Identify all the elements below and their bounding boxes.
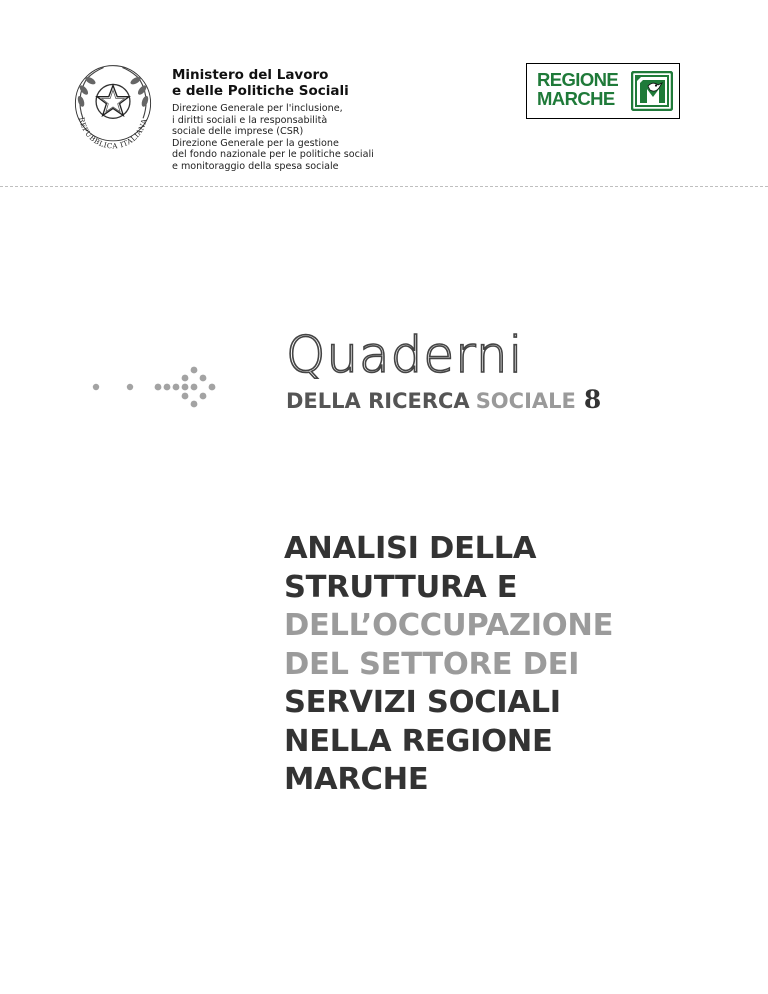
series-number: 8 [583,385,602,414]
header-divider [0,186,768,187]
direction-2-line-1: Direzione Generale per la gestione [172,137,339,149]
direction-2-line-2: del fondo nazionale per le politiche sociali [172,149,374,161]
title-line: SERVIZI SOCIALI [284,685,561,720]
direction-1-line-2: i diritti sociali e la responsabilità [172,114,328,126]
title-line: DEL SETTORE DEI [284,646,580,682]
italian-republic-emblem-icon [66,60,160,154]
title-line: MARCHE [284,762,429,797]
marche-woodpecker-icon [631,71,673,111]
main-title [284,530,754,800]
direction-1-line-3: sociale delle imprese (CSR) [172,126,304,138]
dotted-arrow-icon [88,362,228,412]
ministry-title-2: e delle Politiche Sociali [172,83,349,99]
regione-marche-logo [526,63,680,119]
title-line: DELL’OCCUPAZIONE [284,608,614,643]
series-script-word [286,318,586,388]
svg-text:Quaderni: Quaderni [286,326,524,384]
direction-2-line-3: e monitoraggio della spesa sociale [172,160,339,172]
regione-label: REGIONE [537,69,619,90]
direction-1-line-1: Direzione Generale per l'inclusione, [172,103,343,114]
ministry-title-1: Ministero del Lavoro [172,67,329,83]
title-line: NELLA REGIONE [284,723,553,759]
ministry-header [172,67,432,173]
marche-label: MARCHE [537,88,615,109]
series-line-part-2: SOCIALE [475,389,576,413]
title-line: ANALISI DELLA [284,531,537,566]
svg-text:REPUBBLICA ITALIANA: REPUBBLICA ITALIANA [77,116,149,151]
series-line-part-1: DELLA RICERCA [286,389,470,413]
title-line: STRUTTURA E [284,569,518,605]
